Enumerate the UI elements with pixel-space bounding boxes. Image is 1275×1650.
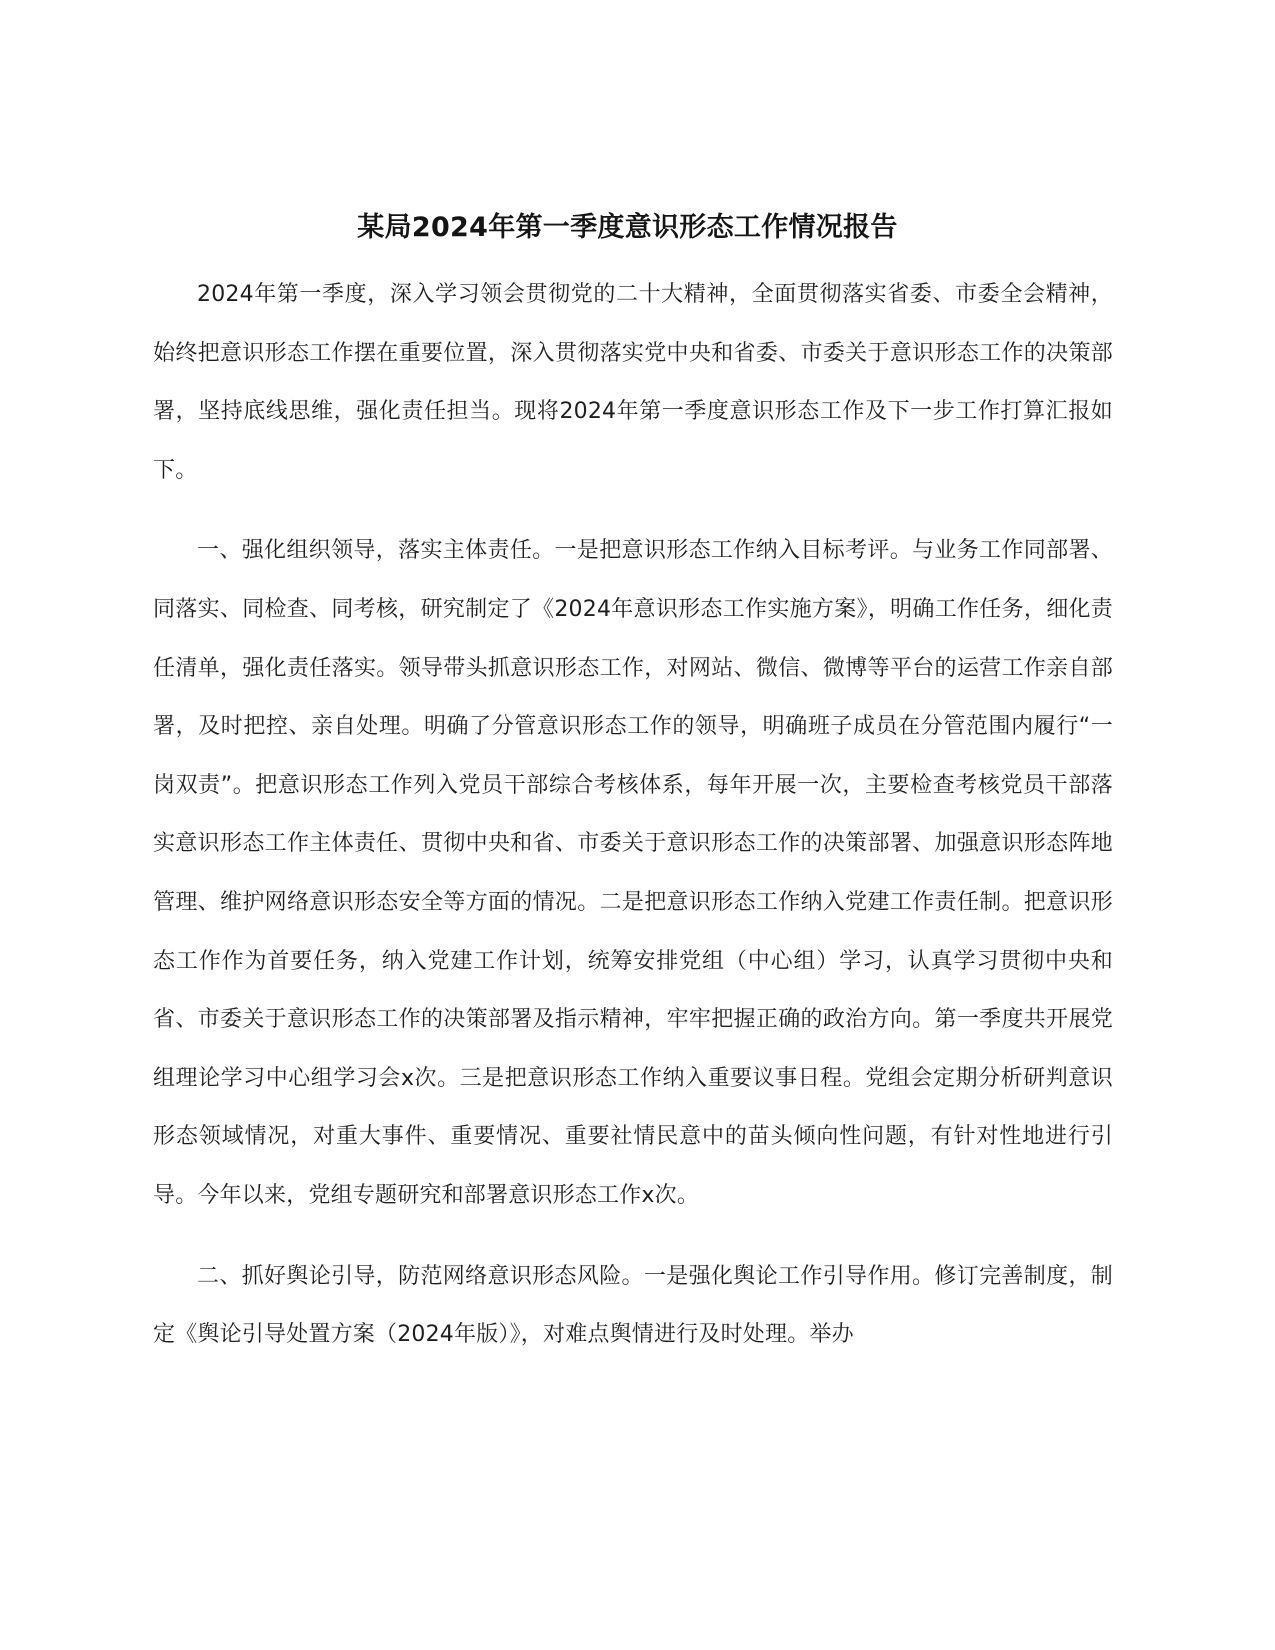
paragraph-section-2: 二、抓好舆论引导，防范网络意识形态风险。一是强化舆论工作引导作用。修订完善制度，制定《舆论引导处置方案（2024年版）》，对难点舆情进行及时处理。举办 xyxy=(153,1263,1113,1348)
paragraph-gap xyxy=(153,1226,1113,1248)
document-title: 某局2024年第一季度意识形态工作情况报告 xyxy=(357,212,898,244)
paragraph-intro: 2024年第一季度，深入学习领会贯彻党的二十大精神，全面贯彻落实省委、市委全会精神，始终把意识形态工作摆在重要位置，深入贯彻落实党中央和省委、市委关于意识形态工作的决策部署，坚持底线思维，强化责任担当。现将2024年第一季度意识形态工作及下一步工作打算汇报如下。 xyxy=(153,282,1113,483)
paragraph-gap xyxy=(153,500,1113,522)
paragraph-section-1: 一、强化组织领导，落实主体责任。一是把意识形态工作纳入目标考评。与业务工作同部署、同落实、同检查、同考核，研究制定了《2024年意识形态工作实施方案》，明确工作任务，细化责任清单，强化责任落实。领导带头抓意识形态工作，对网站、微信、微博等平台的运营工作亲自部署，及时把控、亲自处理。明确了分管意识形态工作的领导，明确班子成员在分管范围内履行“一岗双责”。把意识形态工作列入党员干部综合考核体系，每年开展一次，主要检查考核党员干部落实意识形态工作主体责任、贯彻中央和省、市委关于意识形态工作的决策部署、加强意识形态阵地管理、维护网络意识形态安全等方面的情况。二是把意识形态工作纳入党建工作责任制。把意识形态工作作为首要任务，纳入党建工作计划，统筹安排党组（中心组）学习，认真学习贯彻中央和省、市委关于意识形态工作的决策部署及指示精神，牢牢把握正确的政治方向。第一季度共开展党组理论学习中心组学习会x次。三是把意识形态工作纳入重要议事日程。党组会定期分析研判意识形态领域情况，对重大事件、重要情况、重要社情民意中的苗头倾向性问题，有针对性地进行引导。今年以来，党组专题研究和部署意识形态工作x次。 xyxy=(153,538,1113,1208)
document-body xyxy=(153,266,1113,1365)
